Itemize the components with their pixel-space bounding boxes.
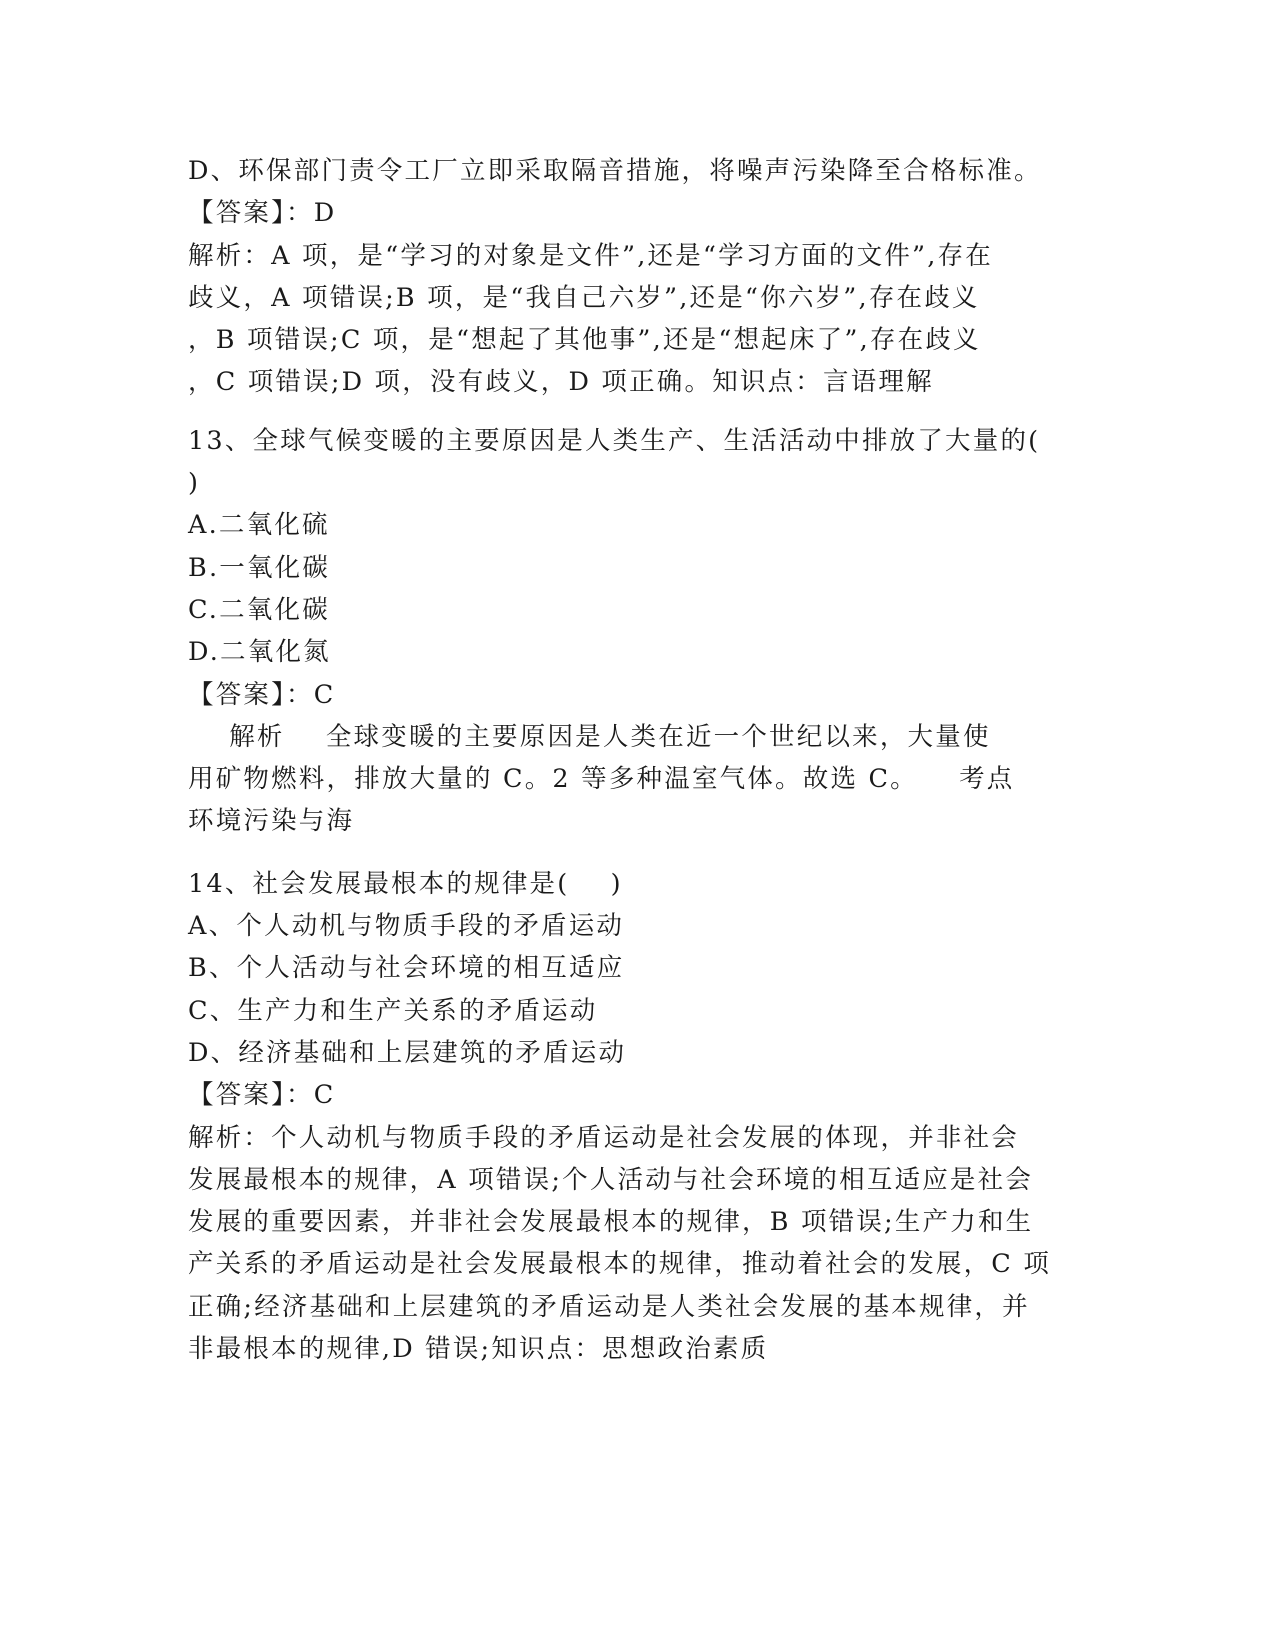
q14-analysis-line: 非最根本的规律,D 错误;知识点：思想政治素质 [188, 1334, 769, 1365]
q13-option-a: A.二氧化硫 [188, 510, 330, 541]
q13-analysis-line: 解析 全球变暖的主要原因是人类在近一个世纪以来，大量使 [188, 721, 991, 752]
q12-answer: 【答案】：D [188, 198, 337, 229]
q14-analysis-line: 解析：个人动机与物质手段的矛盾运动是社会发展的体现，并非社会 [188, 1122, 1020, 1153]
q14-option-b: B、个人活动与社会环境的相互适应 [188, 953, 625, 984]
q12-analysis-line: ，B 项错误;C 项，是“想起了其他事”,还是“想起床了”,存在歧义 [188, 325, 981, 356]
q14-stem: 14、社会发展最根本的规律是( ) [188, 868, 623, 899]
q14-option-a: A、个人动机与物质手段的矛盾运动 [188, 911, 625, 942]
q13-option-b: B.一氧化碳 [188, 552, 331, 583]
q13-analysis-line: 用矿物燃料，排放大量的 C。2 等多种温室气体。故选 C。 考点 [188, 764, 1015, 795]
q12-option-d: D、环保部门责令工厂立即采取隔音措施，将噪声污染降至合格标准。 [188, 156, 1042, 186]
q14-analysis-line: 发展的重要因素，并非社会发展最根本的规律，B 项错误;生产力和生 [188, 1207, 1034, 1238]
q14-option-d: D、经济基础和上层建筑的矛盾运动 [188, 1037, 627, 1068]
q13-stem: 13、全球气候变暖的主要原因是人类生产、生活活动中排放了大量的( [188, 425, 1041, 456]
q13-answer: 【答案】：C [188, 679, 336, 710]
q14-answer: 【答案】：C [188, 1080, 336, 1111]
q14-analysis-line: 正确;经济基础和上层建筑的矛盾运动是人类社会发展的基本规律，并 [188, 1291, 1030, 1322]
document-page [188, 150, 1088, 1370]
q13-option-d: D.二氧化氮 [188, 637, 331, 668]
q14-option-c: C、生产力和生产关系的矛盾运动 [188, 995, 598, 1026]
q12-analysis-line: 歧义，A 项错误;B 项，是“我自己六岁”,还是“你六岁”,存在歧义 [188, 282, 980, 313]
q14-analysis-line: 产关系的矛盾运动是社会发展最根本的规律，推动着社会的发展，C 项 [188, 1249, 1052, 1280]
q12-analysis-line: 解析：A 项，是“学习的对象是文件”,还是“学习方面的文件”,存在 [188, 240, 993, 271]
q13-stem-cont: ) [188, 468, 201, 499]
q13-analysis-line: 环境污染与海 [188, 806, 355, 837]
q13-option-c: C.二氧化碳 [188, 594, 330, 625]
q14-analysis-line: 发展最根本的规律，A 项错误;个人活动与社会环境的相互适应是社会 [188, 1164, 1034, 1195]
q12-analysis-line: ，C 项错误;D 项，没有歧义，D 项正确。知识点：言语理解 [188, 367, 934, 398]
